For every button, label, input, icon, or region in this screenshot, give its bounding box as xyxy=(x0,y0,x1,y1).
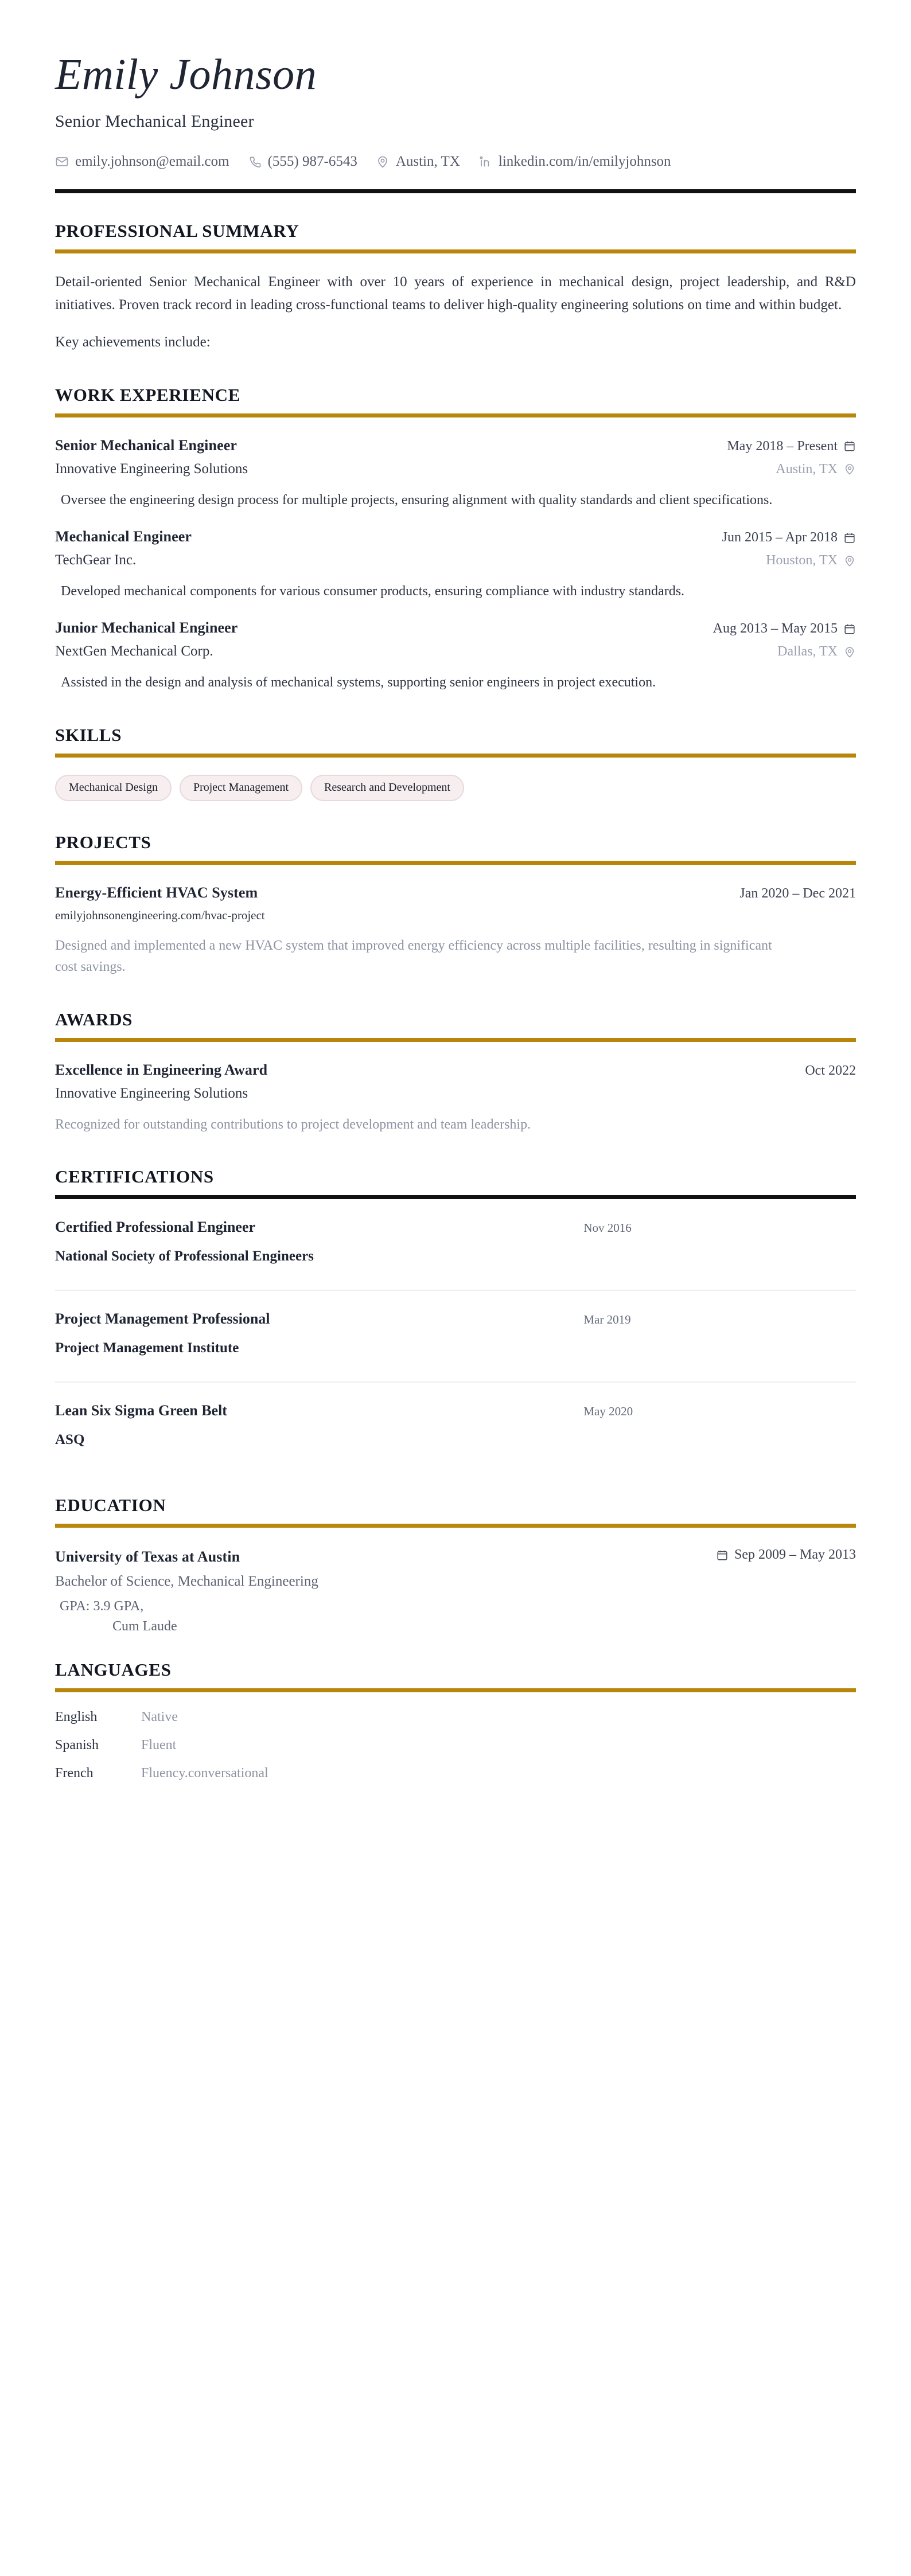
map-pin-icon xyxy=(376,155,390,169)
language-level: Native xyxy=(141,1709,178,1724)
calendar-icon xyxy=(843,623,856,635)
education-gpa-value: 3.9 GPA, xyxy=(93,1598,144,1614)
map-pin-icon xyxy=(843,463,856,475)
contact-phone[interactable] xyxy=(248,154,357,169)
contact-location-text: Austin, TX xyxy=(395,154,460,170)
section-divider-languages xyxy=(55,1688,856,1692)
section-title-skills: SKILLS xyxy=(55,724,122,745)
certification-date: May 2020 xyxy=(583,1404,633,1419)
education-honors: Cum Laude xyxy=(112,1618,177,1634)
certification-issuer: National Society of Professional Engineers xyxy=(55,1248,314,1264)
contact-linkedin-text: linkedin.com/in/emilyjohnson xyxy=(498,154,671,170)
language-name: French xyxy=(55,1765,94,1781)
work-location: Dallas, TX xyxy=(777,644,838,659)
work-dates-group xyxy=(722,530,856,545)
section-title-certifications: CERTIFICATIONS xyxy=(55,1166,214,1187)
map-pin-icon xyxy=(843,555,856,567)
project-url[interactable]: emilyjohnsonengineering.com/hvac-project xyxy=(55,908,265,922)
calendar-icon xyxy=(843,532,856,544)
language-row xyxy=(55,1738,856,1753)
work-company: Innovative Engineering Solutions xyxy=(55,460,248,477)
contact-email-text: emily.johnson@email.com xyxy=(75,154,229,170)
section-certifications xyxy=(55,1166,856,1473)
language-row xyxy=(55,1766,856,1781)
project-description: Designed and implemented a new HVAC system that improved energy efficiency across multiple facilities, resulting in significant cost savings. xyxy=(55,938,772,975)
award-description: Recognized for outstanding contributions to project development and team leadership. xyxy=(55,1117,531,1132)
language-name: Spanish xyxy=(55,1737,99,1753)
candidate-headline: Senior Mechanical Engineer xyxy=(55,112,254,131)
work-location-group xyxy=(766,553,856,568)
section-skills xyxy=(55,725,856,801)
work-entry xyxy=(55,528,856,602)
section-title-education: EDUCATION xyxy=(55,1495,166,1516)
section-work-experience xyxy=(55,385,856,694)
work-company: NextGen Mechanical Corp. xyxy=(55,643,213,659)
project-dates: Jan 2020 – Dec 2021 xyxy=(739,885,856,901)
certification-name: Lean Six Sigma Green Belt xyxy=(55,1402,227,1419)
skill-tag[interactable]: Mechanical Design xyxy=(55,775,172,801)
section-awards xyxy=(55,1009,856,1135)
candidate-name: Emily Johnson xyxy=(55,50,317,99)
work-location-group xyxy=(776,462,856,477)
award-name: Excellence in Engineering Award xyxy=(55,1061,268,1078)
section-divider-education xyxy=(55,1524,856,1528)
education-entry xyxy=(55,1547,856,1634)
language-row xyxy=(55,1709,856,1725)
section-languages xyxy=(55,1660,856,1781)
work-role: Senior Mechanical Engineer xyxy=(55,436,237,454)
map-pin-icon xyxy=(843,646,856,658)
language-name: English xyxy=(55,1709,98,1724)
contact-linkedin[interactable] xyxy=(478,154,671,169)
contact-row xyxy=(55,154,856,169)
award-issuer: Innovative Engineering Solutions xyxy=(55,1085,248,1101)
skill-tag[interactable]: Project Management xyxy=(180,775,302,801)
calendar-icon xyxy=(843,440,856,452)
certification-issuer: Project Management Institute xyxy=(55,1340,239,1356)
phone-icon xyxy=(248,155,262,169)
certification-item xyxy=(55,1199,856,1290)
section-divider-summary xyxy=(55,249,856,253)
section-divider-work xyxy=(55,413,856,417)
certification-date: Mar 2019 xyxy=(583,1313,631,1327)
language-list xyxy=(55,1709,856,1781)
section-title-summary: PROFESSIONAL SUMMARY xyxy=(55,221,299,241)
section-title-projects: PROJECTS xyxy=(55,832,151,852)
education-gpa xyxy=(55,1599,856,1614)
certification-item xyxy=(55,1290,856,1381)
language-level: Fluent xyxy=(141,1737,177,1753)
summary-paragraph: Detail-oriented Senior Mechanical Engineer with over 10 years of experience in mechanical design, project leadership, and R&D initiatives. Proven track record in leading cross-functional teams to deliver high-quality engineering solutions on time and within budget. xyxy=(55,274,856,313)
header-divider xyxy=(55,189,856,193)
work-dates: Jun 2015 – Apr 2018 xyxy=(722,530,838,545)
education-dates-group xyxy=(716,1547,856,1563)
work-dates-group xyxy=(727,439,856,454)
linkedin-icon xyxy=(478,155,492,169)
award-entry xyxy=(55,1061,856,1135)
summary-closing: Key achievements include: xyxy=(55,334,211,350)
section-title-languages: LANGUAGES xyxy=(55,1659,172,1680)
contact-location[interactable] xyxy=(376,154,460,169)
work-role: Junior Mechanical Engineer xyxy=(55,619,238,637)
skill-tag[interactable]: Research and Development xyxy=(310,775,464,801)
work-dates-group xyxy=(713,621,856,637)
section-divider-projects xyxy=(55,861,856,865)
section-title-awards: AWARDS xyxy=(55,1009,133,1029)
contact-email[interactable] xyxy=(55,154,229,169)
section-divider-awards xyxy=(55,1038,856,1042)
language-level: Fluency.conversational xyxy=(141,1765,268,1781)
certification-name: Project Management Professional xyxy=(55,1310,270,1328)
section-title-work: WORK EXPERIENCE xyxy=(55,384,241,405)
award-date: Oct 2022 xyxy=(805,1063,856,1078)
section-divider-certifications xyxy=(55,1195,856,1199)
section-education xyxy=(55,1495,856,1634)
work-entry xyxy=(55,437,856,511)
project-name: Energy-Efficient HVAC System xyxy=(55,884,258,901)
work-role: Mechanical Engineer xyxy=(55,528,192,545)
work-description: Developed mechanical components for various consumer products, ensuring compliance with industry standards. xyxy=(61,584,685,599)
section-professional-summary xyxy=(55,221,856,354)
education-degree: Bachelor of Science, Mechanical Engineering xyxy=(55,1573,318,1589)
calendar-icon xyxy=(716,1549,729,1562)
work-location-group xyxy=(777,644,856,659)
page-bottom-whitespace xyxy=(55,1781,856,2148)
skill-tag-list xyxy=(55,775,856,801)
certification-date: Nov 2016 xyxy=(583,1221,632,1235)
education-school: University of Texas at Austin xyxy=(55,1548,240,1565)
education-gpa-label: GPA: xyxy=(60,1598,90,1614)
envelope-icon xyxy=(55,155,69,169)
resume-header xyxy=(55,34,856,193)
work-description: Assisted in the design and analysis of mechanical systems, supporting senior engineers in project execution. xyxy=(61,675,656,690)
work-entry xyxy=(55,619,856,693)
contact-phone-text: (555) 987-6543 xyxy=(267,154,357,170)
section-divider-skills xyxy=(55,754,856,758)
work-description: Oversee the engineering design process for multiple projects, ensuring alignment with quality standards and client specifications. xyxy=(61,492,773,508)
certification-item xyxy=(55,1381,856,1473)
work-company: TechGear Inc. xyxy=(55,552,137,568)
work-location: Austin, TX xyxy=(776,461,838,477)
certification-issuer: ASQ xyxy=(55,1432,85,1448)
education-dates: Sep 2009 – May 2013 xyxy=(734,1547,856,1563)
section-projects xyxy=(55,832,856,978)
work-dates: Aug 2013 – May 2015 xyxy=(713,621,838,637)
certification-name: Certified Professional Engineer xyxy=(55,1219,256,1236)
work-dates: May 2018 – Present xyxy=(727,438,838,454)
project-entry xyxy=(55,884,856,978)
work-location: Houston, TX xyxy=(766,553,838,568)
